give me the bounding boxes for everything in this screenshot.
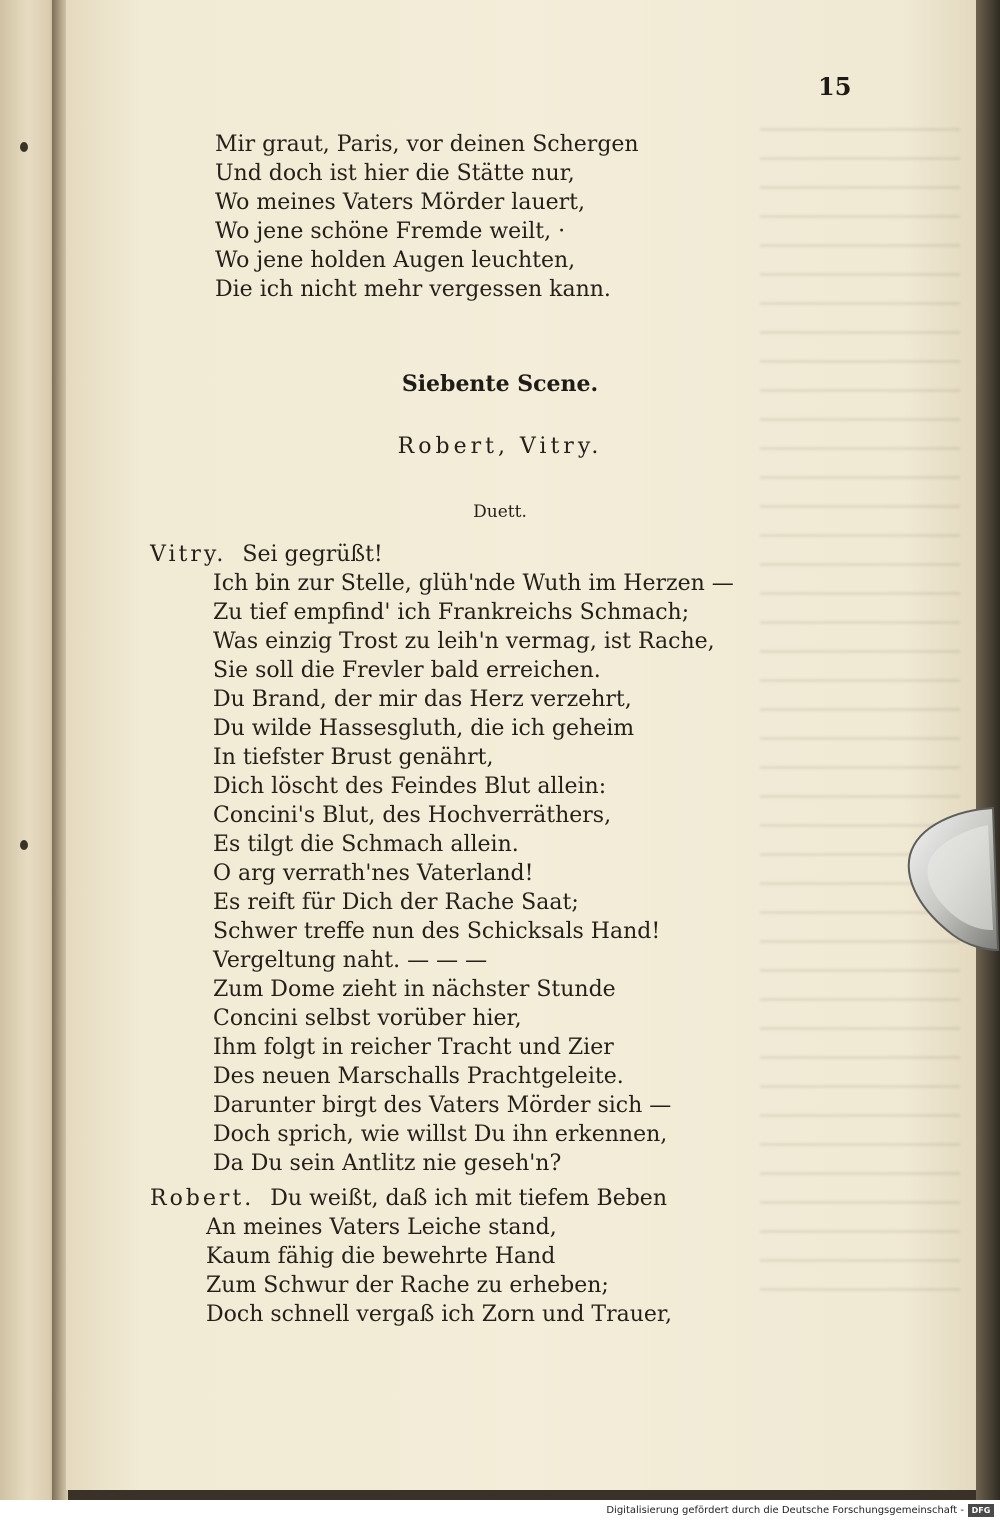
show-through-text: [760, 110, 960, 1310]
speech-line: Zum Schwur der Rache zu erheben;: [206, 1273, 609, 1298]
page-clip-icon: [898, 800, 1000, 960]
speech-robert: [150, 1184, 672, 1329]
verse-line: Wo jene schöne Fremde weilt, ·: [215, 219, 566, 244]
scene-title: Siebente Scene.: [401, 371, 599, 397]
verse-line: Wo meines Vaters Mörder lauert,: [215, 190, 585, 215]
speech-line: Es tilgt die Schmach allein.: [213, 832, 519, 857]
funding-credit: Digitalisierung gefördert durch die Deutsche Forschungsgemeinschaft -: [606, 1505, 964, 1516]
dfg-logo-icon: DFG: [968, 1504, 994, 1517]
binding-hole: [20, 840, 28, 850]
verse-line: Wo jene holden Augen leuchten,: [215, 248, 576, 273]
scene-persons: Robert, Vitry.: [397, 434, 603, 459]
speech-line: Sei gegrüßt!: [242, 542, 383, 567]
speech-line: In tiefster Brust genährt,: [213, 745, 494, 770]
speech-line: Darunter birgt des Vaters Mörder sich —: [213, 1093, 672, 1118]
page-number: 15: [818, 72, 852, 101]
speech-line: Du Brand, der mir das Herz verzehrt,: [213, 687, 632, 712]
speech-line: Es reift für Dich der Rache Saat;: [213, 890, 579, 915]
speaker-name: Vitry.: [150, 542, 227, 567]
speech-first-line: [150, 540, 734, 569]
speech-first-line: [150, 1184, 672, 1213]
speech-line: Vergeltung naht. — — —: [213, 948, 488, 973]
page-right-edge: [976, 0, 1000, 1500]
speech-line: Dich löscht des Feindes Blut allein:: [213, 774, 607, 799]
speech-line: Du wilde Hassesgluth, die ich geheim: [213, 716, 635, 741]
speech-line: Doch schnell vergaß ich Zorn und Trauer,: [206, 1302, 672, 1327]
speech-line: Concini selbst vorüber hier,: [213, 1006, 522, 1031]
verse-line: Mir graut, Paris, vor deinen Schergen: [215, 132, 639, 157]
speech-line: An meines Vaters Leiche stand,: [206, 1215, 557, 1240]
speech-line: Doch sprich, wie willst Du ihn erkennen,: [213, 1122, 668, 1147]
speech-line: Schwer treffe nun des Schicksals Hand!: [213, 919, 661, 944]
speech-line: Sie soll die Frevler bald erreichen.: [213, 658, 601, 683]
speech-line: Was einzig Trost zu leih'n vermag, ist Rache,: [213, 629, 715, 654]
opening-verse: [150, 130, 639, 304]
binding-hole: [20, 142, 28, 152]
speech-line: Concini's Blut, des Hochverräthers,: [213, 803, 612, 828]
speech-line: Zu tief empfind' ich Frankreichs Schmach;: [213, 600, 690, 625]
speaker-name: Robert.: [150, 1186, 255, 1211]
speech-line: Zum Dome zieht in nächster Stunde: [213, 977, 616, 1002]
verse-line: Und doch ist hier die Stätte nur,: [215, 161, 575, 186]
speech-line: Du weißt, daß ich mit tiefem Beben: [270, 1186, 667, 1211]
speech-line: Des neuen Marschalls Prachtgeleite.: [213, 1064, 624, 1089]
digitization-footer: [0, 1500, 1000, 1522]
speech-line: Ich bin zur Stelle, glüh'nde Wuth im Herzen —: [213, 571, 734, 596]
speech-line: Ihm folgt in reicher Tracht und Zier: [213, 1035, 614, 1060]
verse-line: Die ich nicht mehr vergessen kann.: [215, 277, 611, 302]
speech-line: O arg verrath'nes Vaterland!: [213, 861, 534, 886]
speech-line: Da Du sein Antlitz nie geseh'n?: [213, 1151, 562, 1176]
speech-line: Kaum fähig die bewehrte Hand: [206, 1244, 556, 1269]
speech-vitry: [150, 540, 734, 1178]
duet-label: Duett.: [473, 502, 527, 522]
